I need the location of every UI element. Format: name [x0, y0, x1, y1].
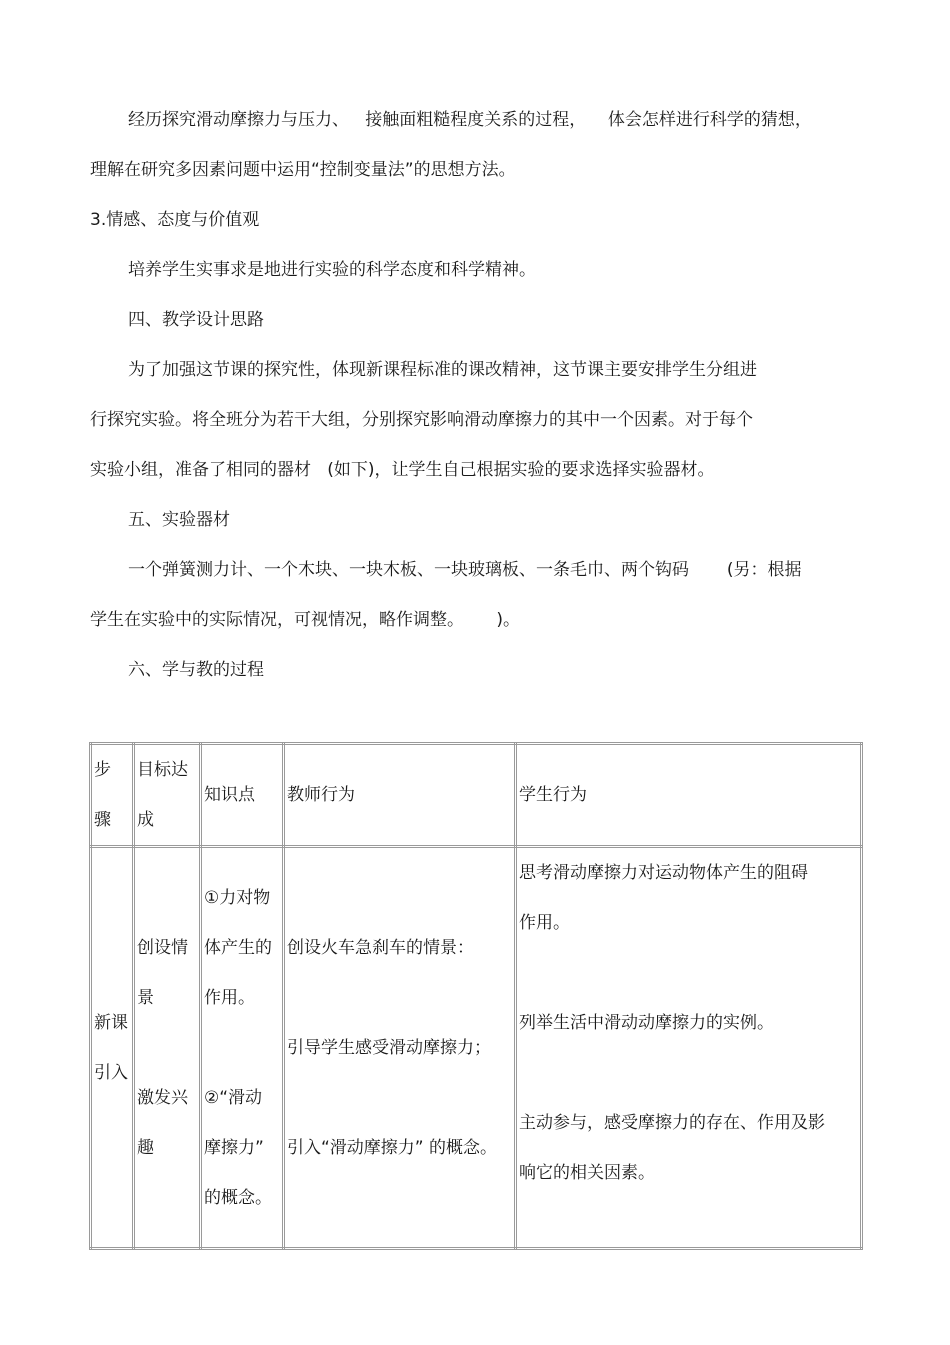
- header-knowledge: 知识点: [201, 744, 284, 847]
- cell-goal: 创设情 景 激发兴 趣: [134, 847, 201, 1249]
- header-teacher: 教师行为: [284, 744, 516, 847]
- heading-process: 六、学与教的过程: [128, 660, 264, 680]
- table-header-row: [91, 744, 862, 847]
- para4-line2: 学生在实验中的实际情况，可视情况，略作调整。 )。: [90, 610, 521, 630]
- para4-line1: 一个弹簧测力计、一个木块、一块木板、一块玻璃板、一条毛巾、两个钩码 (另：根据: [128, 560, 802, 580]
- cell-student: 思考滑动摩擦力对运动物体产生的阻碍 作用。 列举生活中滑动动摩擦力的实例。 主动参与，感受摩擦力的存在、作用及影 响它的相关因素。: [516, 847, 862, 1249]
- cell-knowledge: ①力对物 体产生的 作用。 ②“滑动 摩擦力” 的概念。: [201, 847, 284, 1249]
- header-goal: 目标达 成: [134, 744, 201, 847]
- header-step: 步 骤: [91, 744, 134, 847]
- heading-design: 四、教学设计思路: [128, 310, 264, 330]
- heading-equipment: 五、实验器材: [128, 510, 230, 530]
- para3-line1: 为了加强这节课的探究性，体现新课程标准的课改精神，这节课主要安排学生分组进: [128, 360, 757, 380]
- cell-teacher: 创设火车急刹车的情景： 引导学生感受滑动摩擦力； 引入“滑动摩擦力” 的概念。: [284, 847, 516, 1249]
- para2: 培养学生实事求是地进行实验的科学态度和科学精神。: [128, 260, 536, 280]
- header-student: 学生行为: [516, 744, 862, 847]
- heading-emotion: 3.情感、态度与价值观: [90, 210, 260, 230]
- para1-line2: 理解在研究多因素问题中运用“控制变量法”的思想方法。: [90, 160, 516, 180]
- para3-line2: 行探究实验。将全班分为若干大组，分别探究影响滑动摩擦力的其中一个因素。对于每个: [90, 410, 753, 430]
- table-row: [91, 847, 862, 1249]
- cell-step: 新课 引入: [91, 847, 134, 1249]
- para1-line1: 经历探究滑动摩擦力与压力、 接触面粗糙程度关系的过程， 体会怎样进行科学的猜想，: [128, 110, 812, 130]
- para3-line3: 实验小组，准备了相同的器材 (如下)，让学生自己根据实验的要求选择实验器材。: [90, 460, 715, 480]
- lesson-table: [89, 742, 863, 1250]
